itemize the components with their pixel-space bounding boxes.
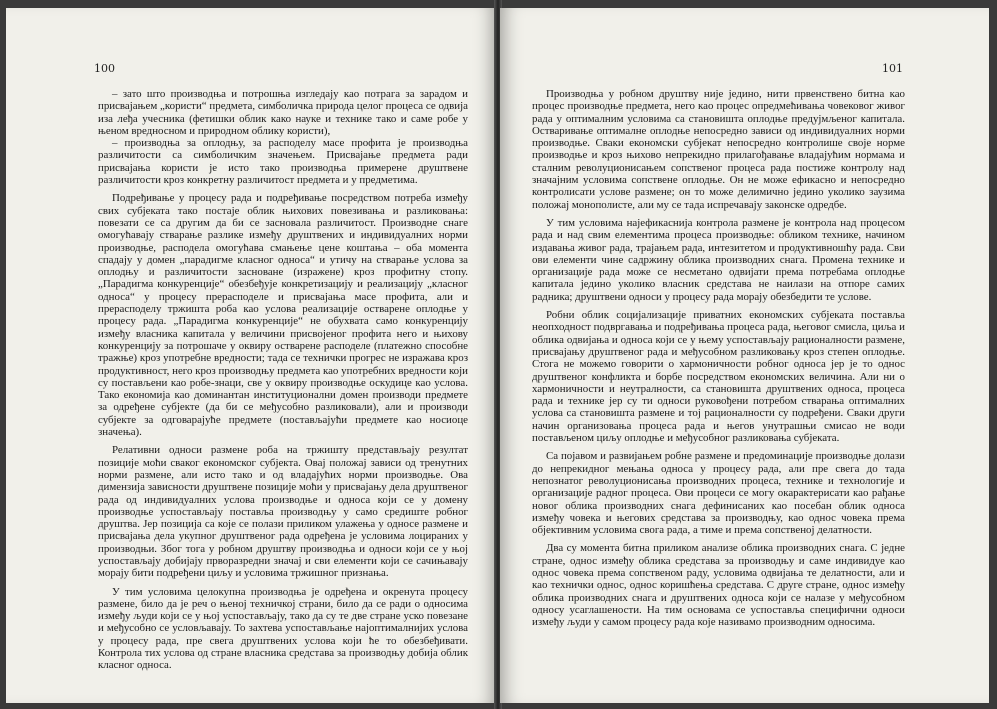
paragraph: Производња у робном друштву није једино, нити првенствено битна као процес производње предмета, него као процес опредмећивања човековог живог рада у оптималним условима са становишта оплодње предујмљеног капитала. Остваривање оптималне оплодње непосредно зависи од индивидуалних норми производње. Сваки економски субјекат непосредно контролише своје норме производње и кроз њихово непрекидно прилагођавање владајућим нормама и сталним револуционисањем сопственог процеса рада постиже контролу над значајним условима сопствене оплодње. Он не може ефикасно и непосредно контролисати услове размене; он то може делимично једино уколико заузима положај монополисте, али му се тада испречавају законске одредбе. (532, 88, 905, 211)
right-page-text (532, 88, 905, 628)
right-page (500, 8, 989, 703)
paragraph: Релативни односи размене роба на тржишту представљају резултат позиције моћи сваког економског субјекта. Овај положај зависи од тренутних норми размене, али исто тако и од владајућих норми производње. Ова димензија зависности друштвене позиције моћи у присвајању дела друштвеног рада од индивидуалних услова производње и односа који се у домену производње успостављају поставља производњу у само средиште робног друштва. Јер позиција са које се полази приликом улажења у односе размене и присвајања дела укупног друштвеног рада одређена је условима лоцираних у производњи. Због тога у робном друштву производња и односи који се у њој успостављају добијају прворазредни значај и сви елементи који се сачињавају морају бити подређени циљу и условима тржишног признања. (98, 444, 468, 580)
left-page (6, 8, 496, 703)
paragraph: У тим условима најефикаснија контрола размене је контрола над процесом рада и над свим елементима процеса производње: обликом технике, начином издавања живог рада, трајањем рада, интезитетом и продуктивношћу рада. Сви ови елементи чине садржину облика производних снага. Промена технике и организације рада може се несметано одвијати према потребама оплодње капитала једино уколико власник средстава не наилази на отпоре самих радника; друштвени односи у процесу рада морају обезбедити те услове. (532, 216, 905, 303)
paragraph: Са појавом и развијањем робне размене и предоминације производње долази до непрекидног мењања односа у процесу рада, али пре свега до тада непознатог револуционисања производних процеса, технике и технологије и организације радног процеса. Ови процеси се могу окарактерисати као рађање новог облика производних снага дефинисаних као посебан облик односа између човека и његових средстава за производњу, као однос човека према објективним условима свога рада, а тиме и према сопственој делатности. (532, 450, 905, 537)
paragraph: – производња за оплодњу, за расподелу масе профита је производња различитости са симболичким значењем. Присвајање предмета ради присвајања користи је исто тако производња примерене друштвене различитости кроз конкретну различитост предмета и у предметима. (98, 137, 468, 187)
page-number-right: 101 (882, 62, 903, 75)
page-number-left: 100 (94, 62, 115, 75)
paragraph: – зато што производња и потрошња изгледају као потрага за зарадом и присвајањем „користи“ предмета, симболичка природа целог процеса се одвија иза леђа учесника (фетишки облик како науке и технике тако и саме робе у њеном вредносном и природном облику користи), (98, 88, 468, 137)
left-page-text (98, 88, 468, 672)
paragraph: Два су момента битна приликом анализе облика производних снага. С једне стране, однос између облика средстава за производњу и саме индивидуе као однос човека према сопственом раду, условима одвијања те делатности, али и као технички однос, однос коришћења средстава. С друге стране, однос између облика производних снага и друштвених односа који се налазе у међусобном односу усаглашености. На тим основама се успоставља специфични односи између људи у самом процесу рада које називамо производним односима. (532, 542, 905, 629)
paragraph: У тим условима целокупна производња је одређена и окренута процесу размене, било да је реч о њеној техничкој страни, било да се ради о односима између људи који се у њој успостављају, тако да су те две стране уско повезане и међусобно се условљавају. То захтева успостављање најоптималнијих услова у процесу рада, пре свега друштвених услова који ће то обезбеђивати. Контрола тих услова од стране власника средстава за производњу добија облик класног односа. (98, 585, 468, 672)
paragraph: Робни облик социјализације приватних економских субјеката поставља неопходност подвргавања и подређивања процеса рада, његовог смисла, циља и облика одвијања и односа који се у њему успостављају рационалности размене, присвајању друштвеног рада и међусобном разликовању кроз степен оплодње. Стога не можемо говорити о хармоничности робног односа јер је то однос друштвеног конфликта и борбе посредством економских величина. Али ни о хармоничности и неутралности, са становишта друштвених односа, процеса рада и технике јер су ти односи руковођени потребом стварања оптималних услова са становишта размене и тој рационалности су подређени. Сваки други начин организовања процеса рада и његов унутрашњи смисао не води постављеном циљу оплодње и међусобног разликовања субјеката. (532, 309, 905, 445)
paragraph: Подређивање у процесу рада и подређивање посредством потреба између свих субјеката тако постаје облик њихових повезивања и разликовања: повезати се са другим да би се засновала различитост. Производне снаге омогућавају стварање разлике између друштвених и индивидуалних норми производње, расподела омогућава смањење цене коштања – оба момента спадају у домен „парадигме класног односа“ и утичу на стварање услова за оплодњу и различитости засноване (изражене) кроз профитну стопу. „Парадигма конкуренције“ обезбеђује конкретизацију и реализацију „класног односа“ у процесу прерасподеле и присвајања масе профита, али и прерасподелу тржишта роба као услова реализације остварене оплодње у процесу рада. „Парадигма конкуренције“ не обухвата само конкуренцију између власника капитала у величини присвојеног профита него и њихову конкуренцију за потрошаче у оквиру остварене расподеле (платежно способне тражње) кроз употребне вредности; тада се технички прогрес не изражава кроз продуктивност, него кроз производњу предмета као употребних вредности који су постављени као робе-знаци, све у оквиру производње оскудице као услова. Тако економија као доминантан институционални домен производи предмете за одређене субјекте (да би се међусобно разликовали), али и производи субјекте за одговарајуће предмете (постављајући предмете као носиоце значења). (98, 192, 468, 439)
